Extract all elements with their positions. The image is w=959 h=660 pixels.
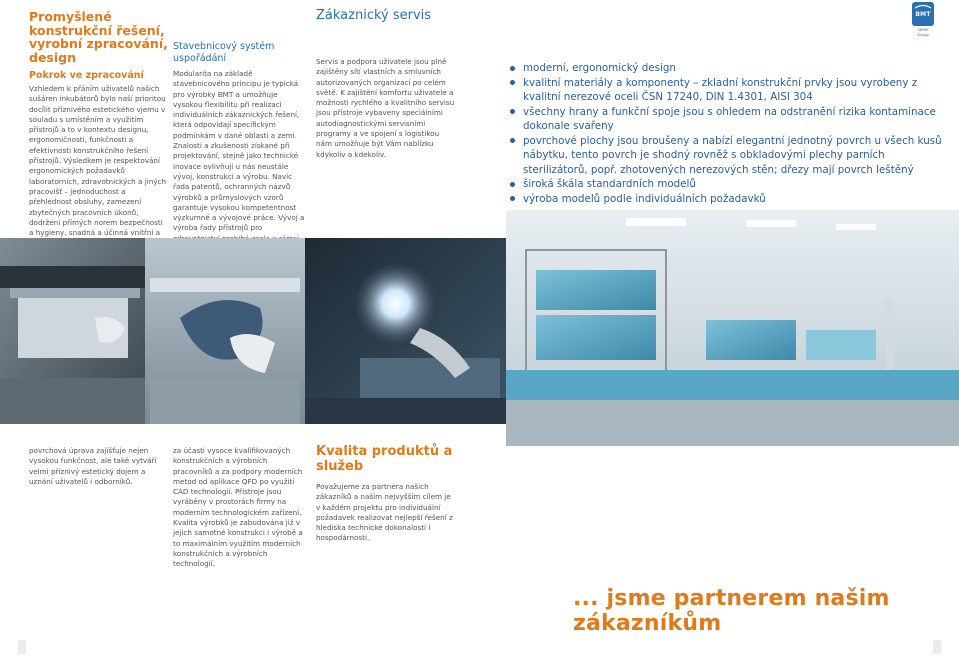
manufacturing-photos-image: [0, 238, 506, 424]
manufacturing-photo-strip: [0, 238, 506, 424]
body-service: Servis a podpora uživatele jsou plně zajištěny sítí vlastních a smluvních autorizovaných organizací po celém světě. K zajištění komfortu uživatele a možnosti rychlého a kvalitního servisu jsou přístroje vybaveny speciálními autodiagnostickými servisními programy a ve spojení s logistikou nám umožňuje být Vám nablízku kdykoliv a kdekoliv.: [316, 57, 455, 159]
column-service: [316, 8, 456, 160]
feature-item: široká škála standardních modelů: [510, 177, 950, 192]
feature-item: všechny hrany a funkční spoje jsou s ohledem na odstranění rizika kontaminace dokonale svařeny: [510, 105, 950, 134]
body-design: Vzhledem k přáním uživatelů našich sušáren inkubátorů bylo naší prioritou docílit příznivého estetického vjemu v souladu s umístěním a využitím přístrojů a to v kontextu designu, ergonomičnosti, funkčnosti a efektivnosti konstrukčního řešení přístrojů. Výsledkem je respektování ergonomických požadavků laboratorních, zdravotnických a jiných pracovišť – jednoduchost a přehlednost obsluhy, zamezení zbytečných pracovních úkonů, dodržení přímých norem bezpečnosti a hygieny, snadná a účinná vnitřní a: [29, 84, 167, 238]
section-title-quality: Kvalita produktů a služeb: [316, 444, 453, 474]
section-title-service: Zákaznický servis: [316, 8, 432, 23]
body-surface: povrchová úprava zajišťuje nejen vysokou funkčnost, ale také vytváří velmi příznivý estetický dojem a uznání uživatelů i odborníků.: [29, 446, 157, 486]
subtitle-modular: Stavebnicový systém uspořádání: [173, 41, 275, 64]
feature-list: [510, 61, 950, 206]
logo-caption: MMM Group: [917, 27, 929, 37]
feature-item: kvalitní materiály a komponenty – zkladní konstrukční prvky jsou vyrobeny z kvalitní nerezové oceli ČSN 17240, DIN 1.4301, AISI 304: [510, 76, 950, 105]
column-quality: [316, 444, 456, 544]
body-production: za účasti vysoce kvalifikovaných konstrukčních a výrobních pracovníků a za podpory moderních metod od aplikace QFD po využití CAD technologií. Přístroje jsou vyráběny v prostorách firmy na moderním technologickém zařízení. Kvalita výrobků je zabudována již v jejich samotné konstrukci i výrobě a to maximálním využitím moderních konstrukčních a výrobních technologií.: [173, 446, 303, 569]
body-modular: Modularita na základě stavebnicového principu je typická pro výrobky BMT a umožňuje vysokou flexibilitu při realizaci individuálních zákaznických řešení, která odpovídají specifickým podmínkám v dané oblasti a zemi. Znalosti a zkušenosti získané při projektování, stejně jako technické inovace ovlivňují u nás neustále vývoj, konstrukci a výrobu. Navíc řada patentů, ochranných názvů výrobků a průmyslových vzorů garantuje vysokou kompetentnost výzkumné a vývojové práce. Vývoj a výroba řady přístrojů pro: [173, 69, 305, 233]
logo-text: BMT: [915, 10, 931, 18]
logo-arc-icon: [912, 2, 934, 26]
feature-item: povrchové plochy jsou broušeny a nabízí elegantní jednotný povrch u všech kusů nábytku, tento povrch je shodný rovněž s obkladovými plechy parních sterilizátorů, popř. zhotovených nerezových stěn; dřezy mají povrch leštěný: [510, 134, 950, 178]
subtitle-progress: Pokrok ve zpracování: [29, 70, 144, 81]
section-title-design: Promyšlené konstrukční řešení, vyrobní zpracování, design: [29, 9, 168, 65]
feature-item: výroba modelů podle individuálních požadavků: [510, 192, 950, 207]
page-marker-right: [933, 640, 941, 654]
body-quality: Považujeme za partnera našich zákazníků a naším nejvyšším cílem je v každém projektu pro individuální požadavek realizovat nejlepší řešení z hlediska technické dokonalosti i hospodárnosti.: [316, 482, 453, 543]
bmt-logo-badge: [912, 2, 934, 26]
sterile-room-photo: [506, 210, 959, 446]
tagline: ... jsme partnerem našim zákazníkům: [573, 586, 890, 636]
sterile-room-image: [506, 210, 959, 446]
feature-item: moderní, ergonomický design: [510, 61, 950, 76]
bmt-logo: [912, 2, 934, 37]
page-marker-left: [18, 640, 26, 654]
